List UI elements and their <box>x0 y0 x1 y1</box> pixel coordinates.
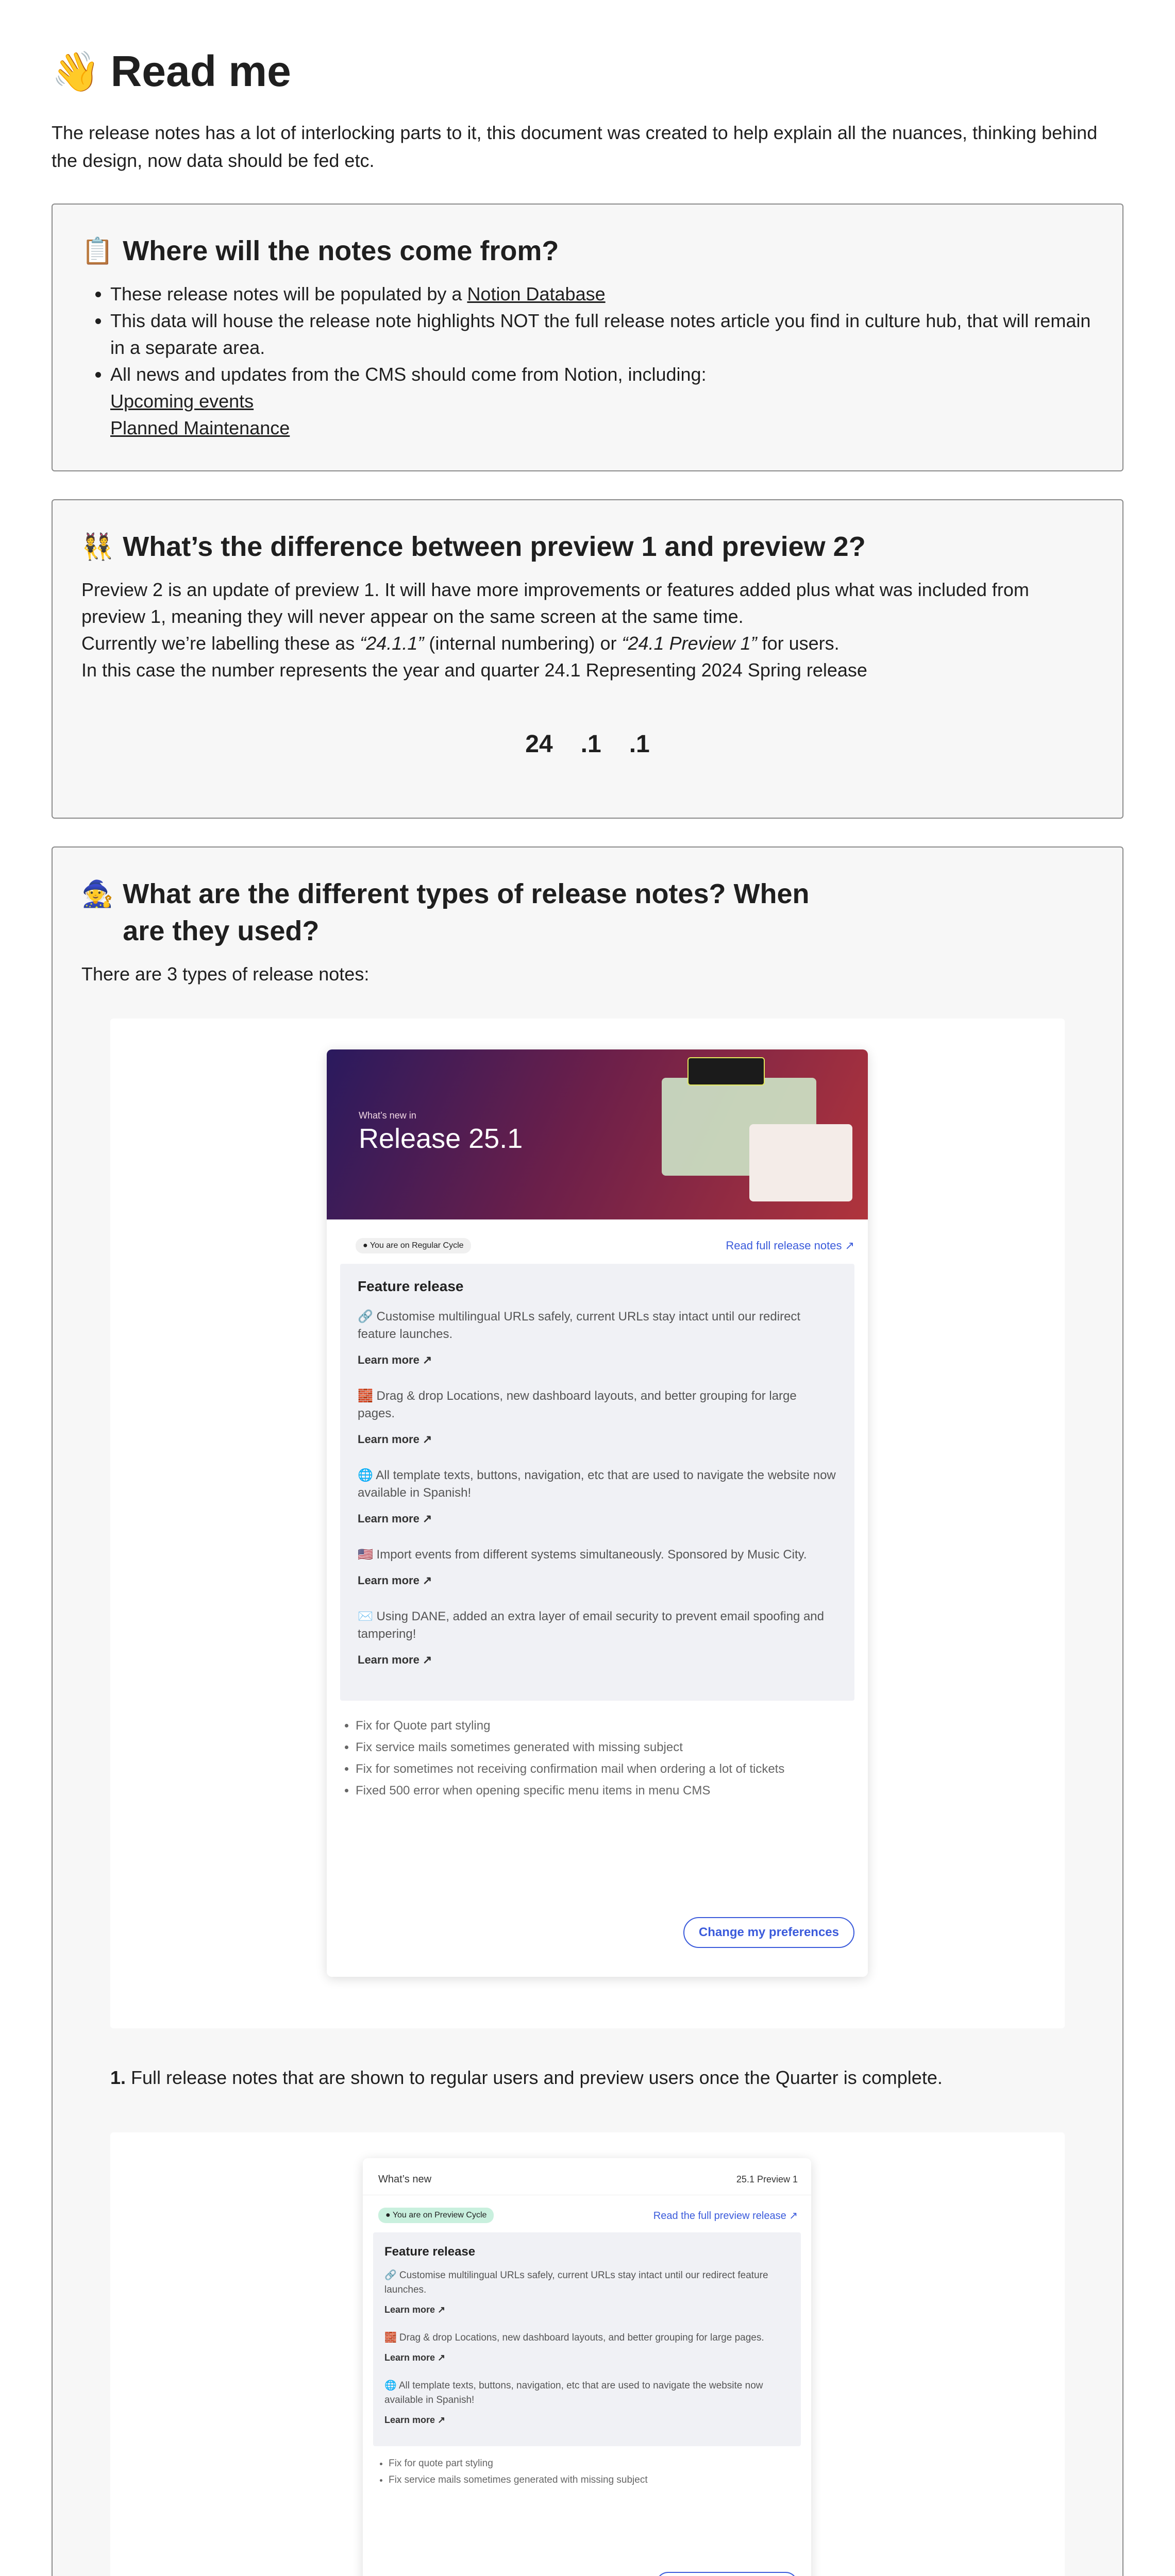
banner-illustration <box>687 1057 765 1086</box>
fix-item: • Fix for Quote part styling <box>356 1715 839 1737</box>
text: (internal numbering) or <box>424 633 622 654</box>
read-preview-link[interactable]: Read the full preview release ↗ <box>653 2210 798 2222</box>
full-release-card <box>327 1049 868 1977</box>
number: 1. <box>110 2067 126 2088</box>
paragraph: There are 3 types of release notes: <box>81 963 370 985</box>
section-heading <box>81 232 1094 269</box>
callout-release-types <box>52 846 1123 2576</box>
feature-item: 🔗 Customise multilingual URLs safely, current URLs stay intact until our redirect feature launches. <box>384 2270 768 2295</box>
upcoming-events-link[interactable]: Upcoming events <box>110 391 254 412</box>
text: These release notes will be populated by a <box>110 283 467 304</box>
fix-item: • Fix for quote part styling <box>389 2455 796 2472</box>
version-quarter: .1 <box>580 731 601 758</box>
learn-more-link[interactable]: Learn more ↗ <box>384 2352 446 2363</box>
list-item: • This data will house the release note highlights NOT the full release notes article you find in culture hub, that will remain in a separate area. <box>110 308 1094 361</box>
intro-paragraph: The release notes has a lot of interlocking parts to it, this document was created to help explain all the nuances, thinking behind the design, now data should be fed etc. <box>52 122 1098 171</box>
section-title: Where will the notes come from? <box>123 235 559 266</box>
card-header <box>363 2158 811 2195</box>
feature-item: 🌐 All template texts, buttons, navigation, etc that are used to navigate the website now available in Spanish! <box>384 2380 763 2405</box>
feature-item: 🔗 Customise multilingual URLs safely, current URLs stay intact until our redirect feature launches. <box>358 1310 801 1341</box>
feature-item: ✉️ Using DANE, added an extra layer of email security to prevent email spoofing and tampering! <box>358 1609 825 1641</box>
feature-list <box>340 1264 854 1701</box>
feature-list <box>373 2232 801 2446</box>
wizard-icon: 🧙 <box>81 879 114 908</box>
release-banner <box>327 1049 868 1219</box>
learn-more-link[interactable]: Learn more ↗ <box>384 2415 446 2425</box>
waving-hand-icon: 👋 <box>52 49 100 94</box>
version-breakdown <box>81 730 1094 758</box>
clipboard-icon: 📋 <box>81 236 114 265</box>
version-year: 24 <box>525 731 553 758</box>
feature-heading: Feature release <box>358 1278 464 1294</box>
learn-more-link[interactable]: Learn more ↗ <box>384 2304 446 2315</box>
numbered-item <box>110 2064 1094 2091</box>
section-title <box>123 875 809 950</box>
bullet-list <box>81 281 1094 442</box>
fix-item: • Fix service mails sometimes generated with missing subject <box>356 1737 839 1758</box>
learn-more-link[interactable]: Learn more ↗ <box>358 1353 432 1366</box>
list-item <box>110 361 1094 442</box>
user-label: “24.1 Preview 1” <box>622 633 757 654</box>
banner-illustration <box>749 1124 852 1201</box>
change-preferences-button[interactable] <box>656 2572 798 2576</box>
section-title: What’s the difference between preview 1 and preview 2? <box>123 531 866 562</box>
preview-release-card <box>363 2158 811 2576</box>
fix-item: • Fix for sometimes not receiving confirmation mail when ordering a lot of tickets <box>356 1758 839 1780</box>
version-preview: .1 <box>629 731 650 758</box>
page-title-text: Read me <box>110 47 291 95</box>
fix-list <box>363 2446 811 2494</box>
full-release-figure <box>110 1019 1065 2028</box>
twins-icon: 👯 <box>81 532 114 561</box>
callout-notes-source <box>52 204 1123 471</box>
paragraph <box>81 630 1094 657</box>
read-full-notes-link[interactable]: Read full release notes ↗ <box>726 1239 854 1252</box>
title-line: What are the different types of release notes? When <box>123 878 810 909</box>
cycle-badge: ● You are on Preview Cycle <box>378 2208 494 2223</box>
paragraph: Preview 2 is an update of preview 1. It will have more improvements or features added plus what was included from preview 1, meaning they will never appear on the same screen at the same time. <box>81 579 1029 627</box>
banner-title: Release 25.1 <box>359 1123 523 1154</box>
cycle-badge: ● You are on Regular Cycle <box>356 1238 471 1253</box>
paragraph: In this case the number represents the year and quarter 24.1 Representing 2024 Spring release <box>81 659 867 681</box>
section-heading <box>81 528 1094 565</box>
title-line: are they used? <box>123 916 320 946</box>
feature-item: 🌐 All template texts, buttons, navigation, etc that are used to navigate the website now available in Spanish! <box>358 1468 836 1500</box>
feature-item: 🧱 Drag & drop Locations, new dashboard layouts, and better grouping for large pages. <box>384 2332 764 2343</box>
change-preferences-button[interactable]: Change my preferences <box>683 1917 854 1948</box>
fix-item: • Fix service mails sometimes generated with missing subject <box>389 2472 796 2488</box>
notion-database-link[interactable]: Notion Database <box>467 283 606 304</box>
learn-more-link[interactable]: Learn more ↗ <box>358 1653 432 1666</box>
section-heading <box>81 875 1094 950</box>
fix-list <box>327 1701 868 1807</box>
list-item <box>110 281 1094 308</box>
text: for users. <box>757 633 840 654</box>
feature-item: 🇺🇸 Import events from different systems simultaneously. Sponsored by Music City. <box>358 1548 807 1562</box>
feature-item: 🧱 Drag & drop Locations, new dashboard layouts, and better grouping for large pages. <box>358 1389 797 1420</box>
callout-preview-difference <box>52 499 1123 819</box>
card-header-title: What’s new <box>378 2174 432 2185</box>
text: Currently we’re labelling these as <box>81 633 360 654</box>
card-toolbar <box>327 1219 868 1264</box>
text: All news and updates from the CMS should come from Notion, including: <box>110 364 707 385</box>
version-label: 25.1 Preview 1 <box>736 2174 798 2184</box>
banner-subtitle: What’s new in <box>359 1110 416 1121</box>
planned-maintenance-link[interactable]: Planned Maintenance <box>110 417 290 438</box>
fix-item: • Fixed 500 error when opening specific menu items in menu CMS <box>356 1780 839 1802</box>
learn-more-link[interactable]: Learn more ↗ <box>358 1433 432 1446</box>
text: Full release notes that are shown to regular users and preview users once the Quarter is complete. <box>131 2067 943 2088</box>
feature-heading: Feature release <box>384 2245 476 2259</box>
page-title <box>52 46 1123 96</box>
internal-number: “24.1.1” <box>360 633 424 654</box>
card-toolbar <box>363 2195 811 2232</box>
preview-release-figure <box>110 2132 1065 2576</box>
learn-more-link[interactable]: Learn more ↗ <box>358 1574 432 1587</box>
learn-more-link[interactable]: Learn more ↗ <box>358 1512 432 1525</box>
